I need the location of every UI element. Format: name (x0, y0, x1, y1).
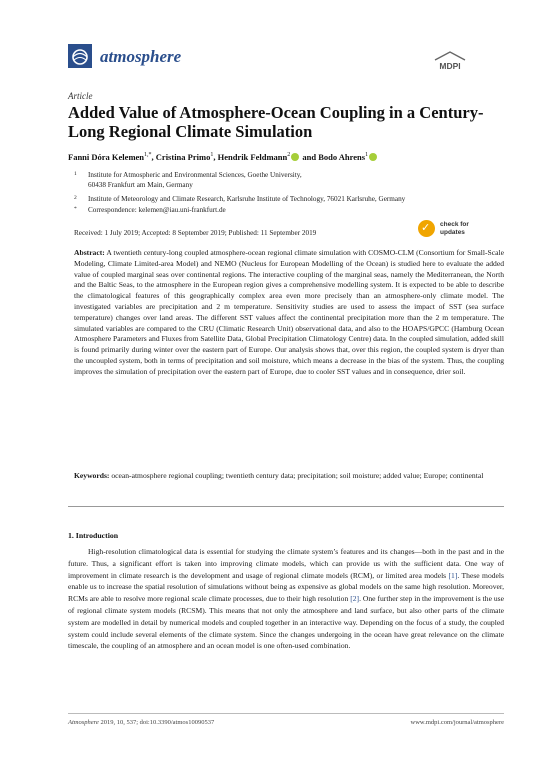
keywords-label: Keywords: (74, 471, 110, 480)
affiliation-number: 2 (74, 195, 77, 201)
citation-link[interactable]: [2] (350, 594, 360, 604)
footer-journal: Atmosphere (68, 719, 99, 726)
author-affiliation-marker: 1,* (144, 152, 152, 159)
article-type: Article (68, 91, 93, 101)
affiliation-1 (74, 170, 494, 190)
citation-link[interactable]: [1] (448, 570, 458, 580)
publisher-label: MDPI (439, 61, 461, 71)
affiliation-text: Institute for Atmospheric and Environmental Sciences, Goethe University, 60438 Frankfurt am Main, Germany (88, 171, 302, 189)
body-text-run: . These models enable us to increase the spatial resolution of simulations without being as expensive as global models on the same high resolution. Moreover, RCMs are able to resolve more regional scale climate processes, due to their high resolution (68, 570, 504, 604)
orcid-icon[interactable] (369, 153, 377, 161)
footer-divider (68, 713, 504, 714)
author-affiliation-marker: 1 (365, 152, 369, 159)
author-name[interactable]: Hendrik Feldmann (217, 152, 288, 162)
footer-citation (68, 719, 214, 726)
mdpi-logo-icon (432, 50, 468, 72)
publication-dates: Received: 1 July 2019; Accepted: 8 September 2019; Published: 11 September 2019 (74, 229, 317, 237)
author-affiliation-marker: 2 (287, 152, 291, 159)
author-name[interactable]: and Bodo Ahrens (302, 152, 366, 162)
footer-url[interactable]: www.mdpi.com/journal/atmosphere (410, 719, 504, 726)
keywords (74, 471, 504, 482)
section-divider (68, 506, 504, 507)
check-updates-label (440, 221, 469, 236)
abstract-text: A twentieth century-long coupled atmosphere-ocean regional climate simulation with COSMO-CLM (Consortium for Small-Scale Modeling, Climate Limited-area Model) and NEMO (Nucleus for European Modelling of the Ocean) is studied here to evaluate the added value of coupled marginal seas over continental regions. The interactive coupling of the marginal seas, namely the Mediterranean, the North and the Baltic Seas, to the atmosphere in the European region gives a comprehensive modelling system. It is expected to be able to describe the climatological features of this geographically complex area even more precisely than an atmosphere-only climate model. The investigated variables are precipitation and 2 m temperature. Sensitivity studies are used to assess the impact of SST (sea surface temperature) changes over land areas. The different SST values affect the continental precipitation more than the 2 m temperature. The simulated variables are compared to the CRU (Climatic Research Unit) observational data, and also to the HOAPS/GPCC (Hamburg Ocean Atmosphere Parameters and Fluxes from Satellite Data, Global Precipitation Climatology Centre) data. In the coupled simulation, added skill is found primarily during winter over the eastern part of Europe. Our analysis shows that, over this region, the coupled system is dryer than the uncoupled system, both in terms of precipitation and soil moisture, which means a decrease in the bias of the system. Thus, the coupling improves the simulation of precipitation over the eastern part of Europe, due to cooler SST values and in consequence, drier soil. (74, 248, 504, 376)
orcid-icon[interactable] (291, 153, 299, 161)
affiliation-number: * (74, 206, 77, 212)
author-name[interactable]: Cristina Primo (155, 152, 211, 162)
author-affiliation-marker: 1 (210, 152, 214, 159)
body-text-run: High-resolution climatological data is essential for studying the climate system’s features and its changes—both in the past and in the future. Thus, a significant effort is taken into improving climate models, which can provide us with the sufficient data. One way of improvement in climate research is the development and usage of regional climate models (RCM), or limited area models (68, 547, 504, 580)
check-updates-icon: ✓ (418, 220, 435, 237)
correspondence (74, 205, 494, 215)
affiliation-number: 1 (74, 171, 77, 177)
author-list: Fanni Dóra Kelemen$^{1,*}$, Cristina Primo$^1$, Hendrik Feldmann$^2$ and Bodo Ahrens$^1$ (68, 152, 488, 162)
check-for-updates-button[interactable] (418, 220, 478, 240)
check-updates-line: check for (440, 221, 469, 228)
paper-title: Added Value of Atmosphere-Ocean Coupling in a Century-Long Regional Climate Simulation (68, 103, 484, 141)
affiliation-2 (74, 194, 494, 204)
body-paragraph (68, 546, 504, 652)
affiliation-text: Institute of Meteorology and Climate Research, Karlsruhe Institute of Technology, 76021 Karlsruhe, Germany (88, 195, 406, 203)
section-heading: 1. Introduction (68, 531, 119, 540)
keywords-text: ocean-atmosphere regional coupling; twentieth century data; precipitation; soil moisture; added value; Europe; continental (111, 471, 484, 480)
body-text-run: . One further step in the improvement is the use of regional climate system models (RCSM). This means that not only the atmosphere and land surface, but also other parts of the climate system are modelled in detail by numerical models and coupled together in an interactive way. Depending on the focus of a study, the coupled system could include several elements of the climate system. Since the changes undergoing in the ocean have great relevance on the climate timescale, the coupling of an atmosphere and an ocean model is one often-used combination. (68, 594, 505, 651)
correspondence-text[interactable]: Correspondence: kelemen@iau.uni-frankfurt.de (88, 206, 226, 214)
abstract-label: Abstract: (74, 248, 105, 257)
journal-name[interactable]: atmosphere (100, 47, 182, 66)
abstract (74, 248, 504, 378)
check-updates-line: updates (440, 228, 465, 236)
footer-doi[interactable]: 2019, 10, 537; doi:10.3390/atmos10090537 (98, 719, 215, 726)
author-name[interactable]: Fanni Dóra Kelemen (68, 152, 145, 162)
journal-logo-icon (68, 44, 92, 68)
